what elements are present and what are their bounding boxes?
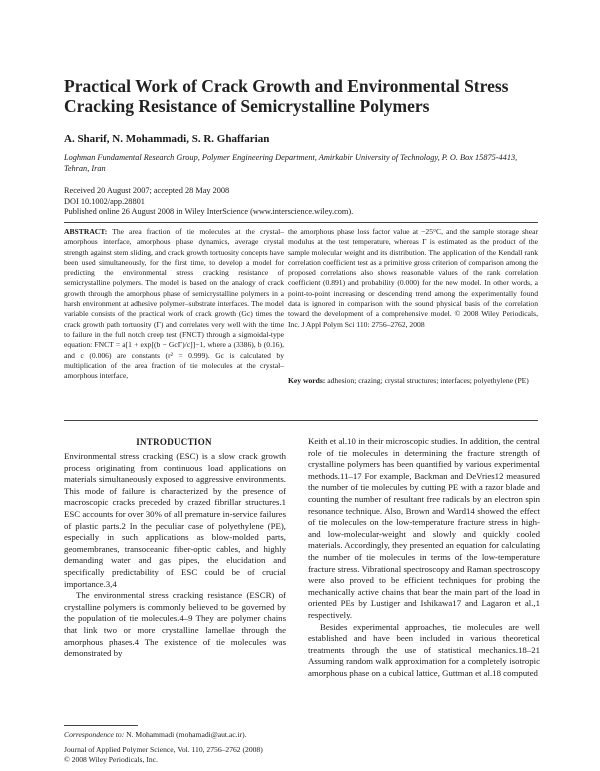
abstract-text-left: The area fraction of tie molecules at the crystal–amorphous interface, amorphous phase dynamics, average crystal strength against stem sliding, and crack growth tortuosity concepts have been used simultaneously, for the first time, to develop a model for predicting the environmental stress cracking resistance of semicrystalline polymers. The model is based on the analogy of crack growth through the amorphous phase of semicrystalline polymers in a harsh environment at adhesive polymer–substrate interfaces. The model variable consists of the practical work of crack growth (Gc) times the crack growth path tortuosity (Γ) and correlates very well with the time to failure in the full notch creep test (FNCT) through a sigmoidal-type equation: FNCT = a[1 + exp[(b − GcΓ)/c]]−1, where a (3386), b (0.16), and c (0.006) are constants (r² = 0.999). Gc is calculated by multiplication of the area fraction of tie molecules at the crystal–amorphous interface, [64,227,284,381]
keywords-text: adhesion; crazing; crystal structures; interfaces; polyethylene (PE) [327,376,529,385]
footnote-label: Correspondence to: [64,730,125,739]
abstract-left-column [64,227,284,381]
intro-paragraph: The environmental stress cracking resistance (ESCR) of crystalline polymers is commonly believed to be governed by the population of tie molecules.4–9 They are polymer chains that link two or more crystalline lamellae through the amorphous phases.4 The existence of tie molecules was demonstrated by [64,590,286,659]
keywords-label: Key words: [288,376,326,385]
author-list: A. Sharif, N. Mohammadi, S. R. Ghaffarian [64,133,270,145]
published-online: Published online 26 August 2008 in Wiley InterScience (www.interscience.wiley.com). [64,207,354,216]
doi: DOI 10.1002/app.28801 [64,196,145,206]
publication-dates [64,186,524,218]
affiliation: Loghman Fundamental Research Group, Polymer Engineering Department, Amirkabir University of Technology, P. O. Box 15875-4413, Tehran, Iran [64,153,518,173]
abstract-bottom-rule [64,420,538,421]
footnote-text: N. Mohammadi (mohamadi@aut.ac.ir). [126,730,247,739]
intro-paragraph: Keith et al.10 in their microscopic studies. In addition, the central role of tie molecules in determining the fracture strength of crystalline polymers has been quantified by various experimental methods.11–17 For example, Backman and DeVries12 measured the number of tie molecules by cutting PE with a razor blade and counting the number of resultant free radicals by an electron spin resonance technique. Also, Brown and Ward14 showed the effect of tie molecules on the low-temperature fracture stress in high- and low-molecular-weight and slowly and quickly cooled materials. Accordingly, they presented an equation for calculating the number of tie molecules in terms of the low-temperature fracture stress. Vibrational spectroscopy and Raman spectroscopy were also proved to be efficient techniques for probing the mechanically active chains that bear the main part of the load in oriented PEs by Lustiger and Ishikawa17 and Lagaron et al.,1 respectively. [308,436,540,620]
abstract-top-rule [64,222,538,223]
intro-paragraph: Environmental stress cracking (ESC) is a slow crack growth process originating from continuous load applications on materials simultaneously exposed to aggressive environments. This mode of failure is characterized by the presence of macroscopic cracks preceded by crazed fibrillar structures.1 ESC accounts for over 30% of all premature in-service failures of plastic parts.2 In the peculiar case of polyethylene (PE), especially in such applications as blow-molded parts, geomembranes, transoceanic fiber-optic cables, and highly demanding water and gas pipes, the elucidation and specifically predictability of ESC could be of crucial importance.3,4 [64,451,286,589]
keywords [288,376,538,386]
intro-paragraph: Besides experimental approaches, tie molecules are well established and have been included in various theoretical treatments through the use of statistical mechanics.18–21 Assuming random walk approximation for a completely isotropic amorphous phase on a cubical lattice, Guttman et al.18 computed [308,621,540,678]
footnote-rule [64,725,138,726]
copyright-line: © 2008 Wiley Periodicals, Inc. [64,755,158,764]
abstract-label: ABSTRACT: [64,227,108,236]
journal-line: Journal of Applied Polymer Science, Vol. 110, 2756–2762 (2008) [64,745,263,754]
abstract-text-right: the amorphous phase loss factor value at −25°C, and the sample storage shear modulus at the test temperature, whereas Γ is estimated as the product of the sample molecular weight and its distribution. The application of the Kendall rank correlation coefficient test as a primitive gross criterion of comparison among the proposed correlations also shows reasonable values of the rank correlation coefficient (0.891) and probability (0.000) for the new model. In other words, a point-to-point increasing or descending trend among the experimentally found data is ignored in comparison with the sound physical basis of the correlation toward the development of a comprehensive model. © 2008 Wiley Periodicals, Inc. J Appl Polym Sci 110: 2756–2762, 2008 [288,227,538,329]
introduction-heading: INTRODUCTION [136,437,212,447]
abstract-right-column [288,227,538,330]
paper-title: Practical Work of Crack Growth and Environmental Stress Cracking Resistance of Semicrystalline Polymers [64,76,509,116]
received-date: Received 20 August 2007; accepted 28 May 2008 [64,186,230,195]
intro-right-column [308,436,540,679]
journal-citation [64,745,263,765]
intro-left-column [64,451,286,660]
correspondence-footnote [64,730,247,740]
